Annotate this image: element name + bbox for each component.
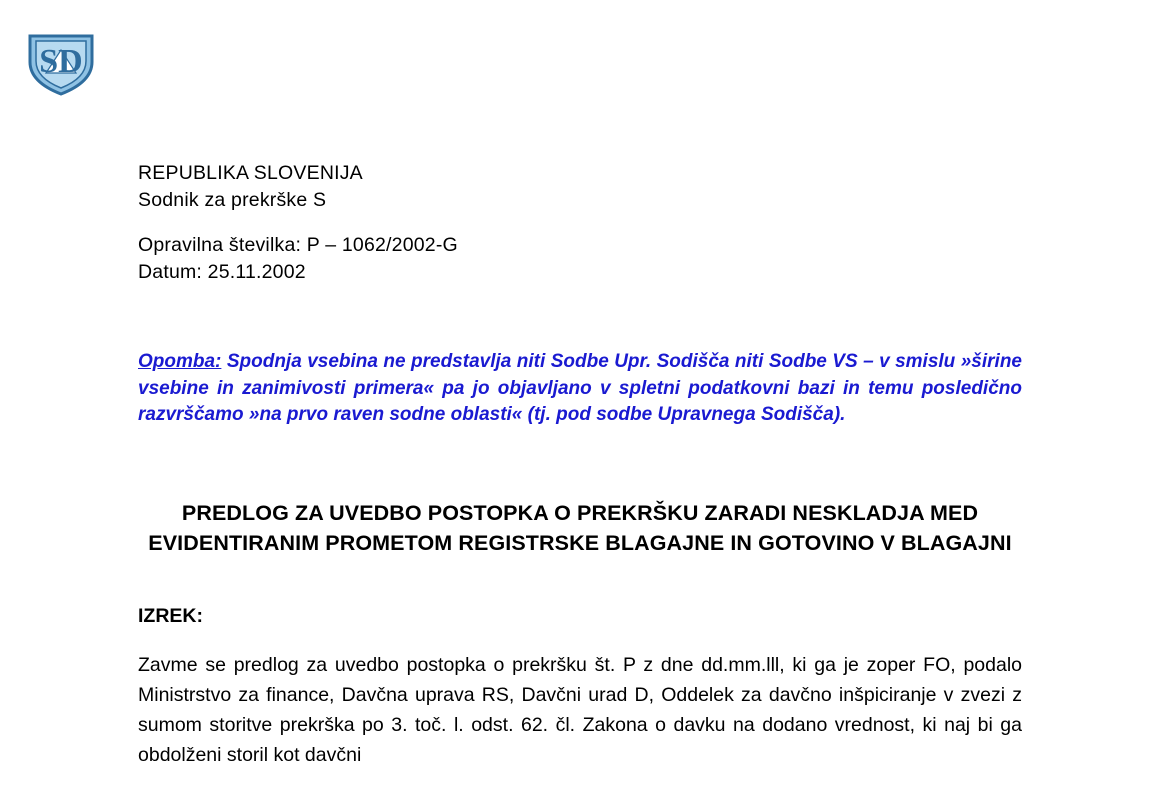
note-label: Opomba:: [138, 351, 222, 372]
header-spacer: [138, 214, 1022, 232]
header-line-date: Datum: 25.11.2002: [138, 261, 306, 283]
slovenia-shield-logo: [24, 32, 98, 98]
spacer-before-note: [138, 286, 1022, 330]
note-paragraph: [138, 349, 1022, 429]
note-text: Spodnja vsebina ne predstavlja niti Sodbe Upr. Sodišča niti Sodbe VS – v smislu »širine vsebine in zanimivosti primera« pa jo objavljano v spletni podatkovni bazi in temu posledično razvrščamo »na prvo raven sodne oblasti« (tj. pod sodbe Upravnega Sodišča).: [138, 351, 1022, 425]
header-line-republika: REPUBLIKA SLOVENIJA: [138, 162, 363, 184]
document-header: [138, 160, 1022, 286]
section-label-izrek: IZREK:: [138, 605, 203, 628]
header-line-sodnik: Sodnik za prekrške S: [138, 189, 327, 211]
svg-text:SD: SD: [39, 43, 83, 80]
page-title: PREDLOG ZA UVEDBO POSTOPKA O PREKRŠKU ZARADI NESKLADJA MED EVIDENTIRANIM PROMETOM REGISTRSKE BLAGAJNE IN GOTOVINO V BLAGAJNI: [148, 500, 1012, 555]
spacer-before-title: [138, 448, 1022, 484]
spacer-before-izrek: [138, 572, 1022, 602]
document-content: [138, 160, 1022, 789]
body-paragraph: Zavme se predlog za uvedbo postopka o prekršku št. P z dne dd.mm.lll, ki ga je zoper FO, podalo Ministrstvo za finance, Davčna uprava RS, Davčni urad D, Oddelek za davčno inšpiciranje v zvezi z sumom storitve prekrška po 3. toč. l. odst. 62. čl. Zakona o davku na dodano vrednost, ki naj bi ga obdolženi storil kot davčni: [138, 653, 1022, 766]
header-line-case-number: Opravilna številka: P – 1062/2002-G: [138, 234, 458, 256]
